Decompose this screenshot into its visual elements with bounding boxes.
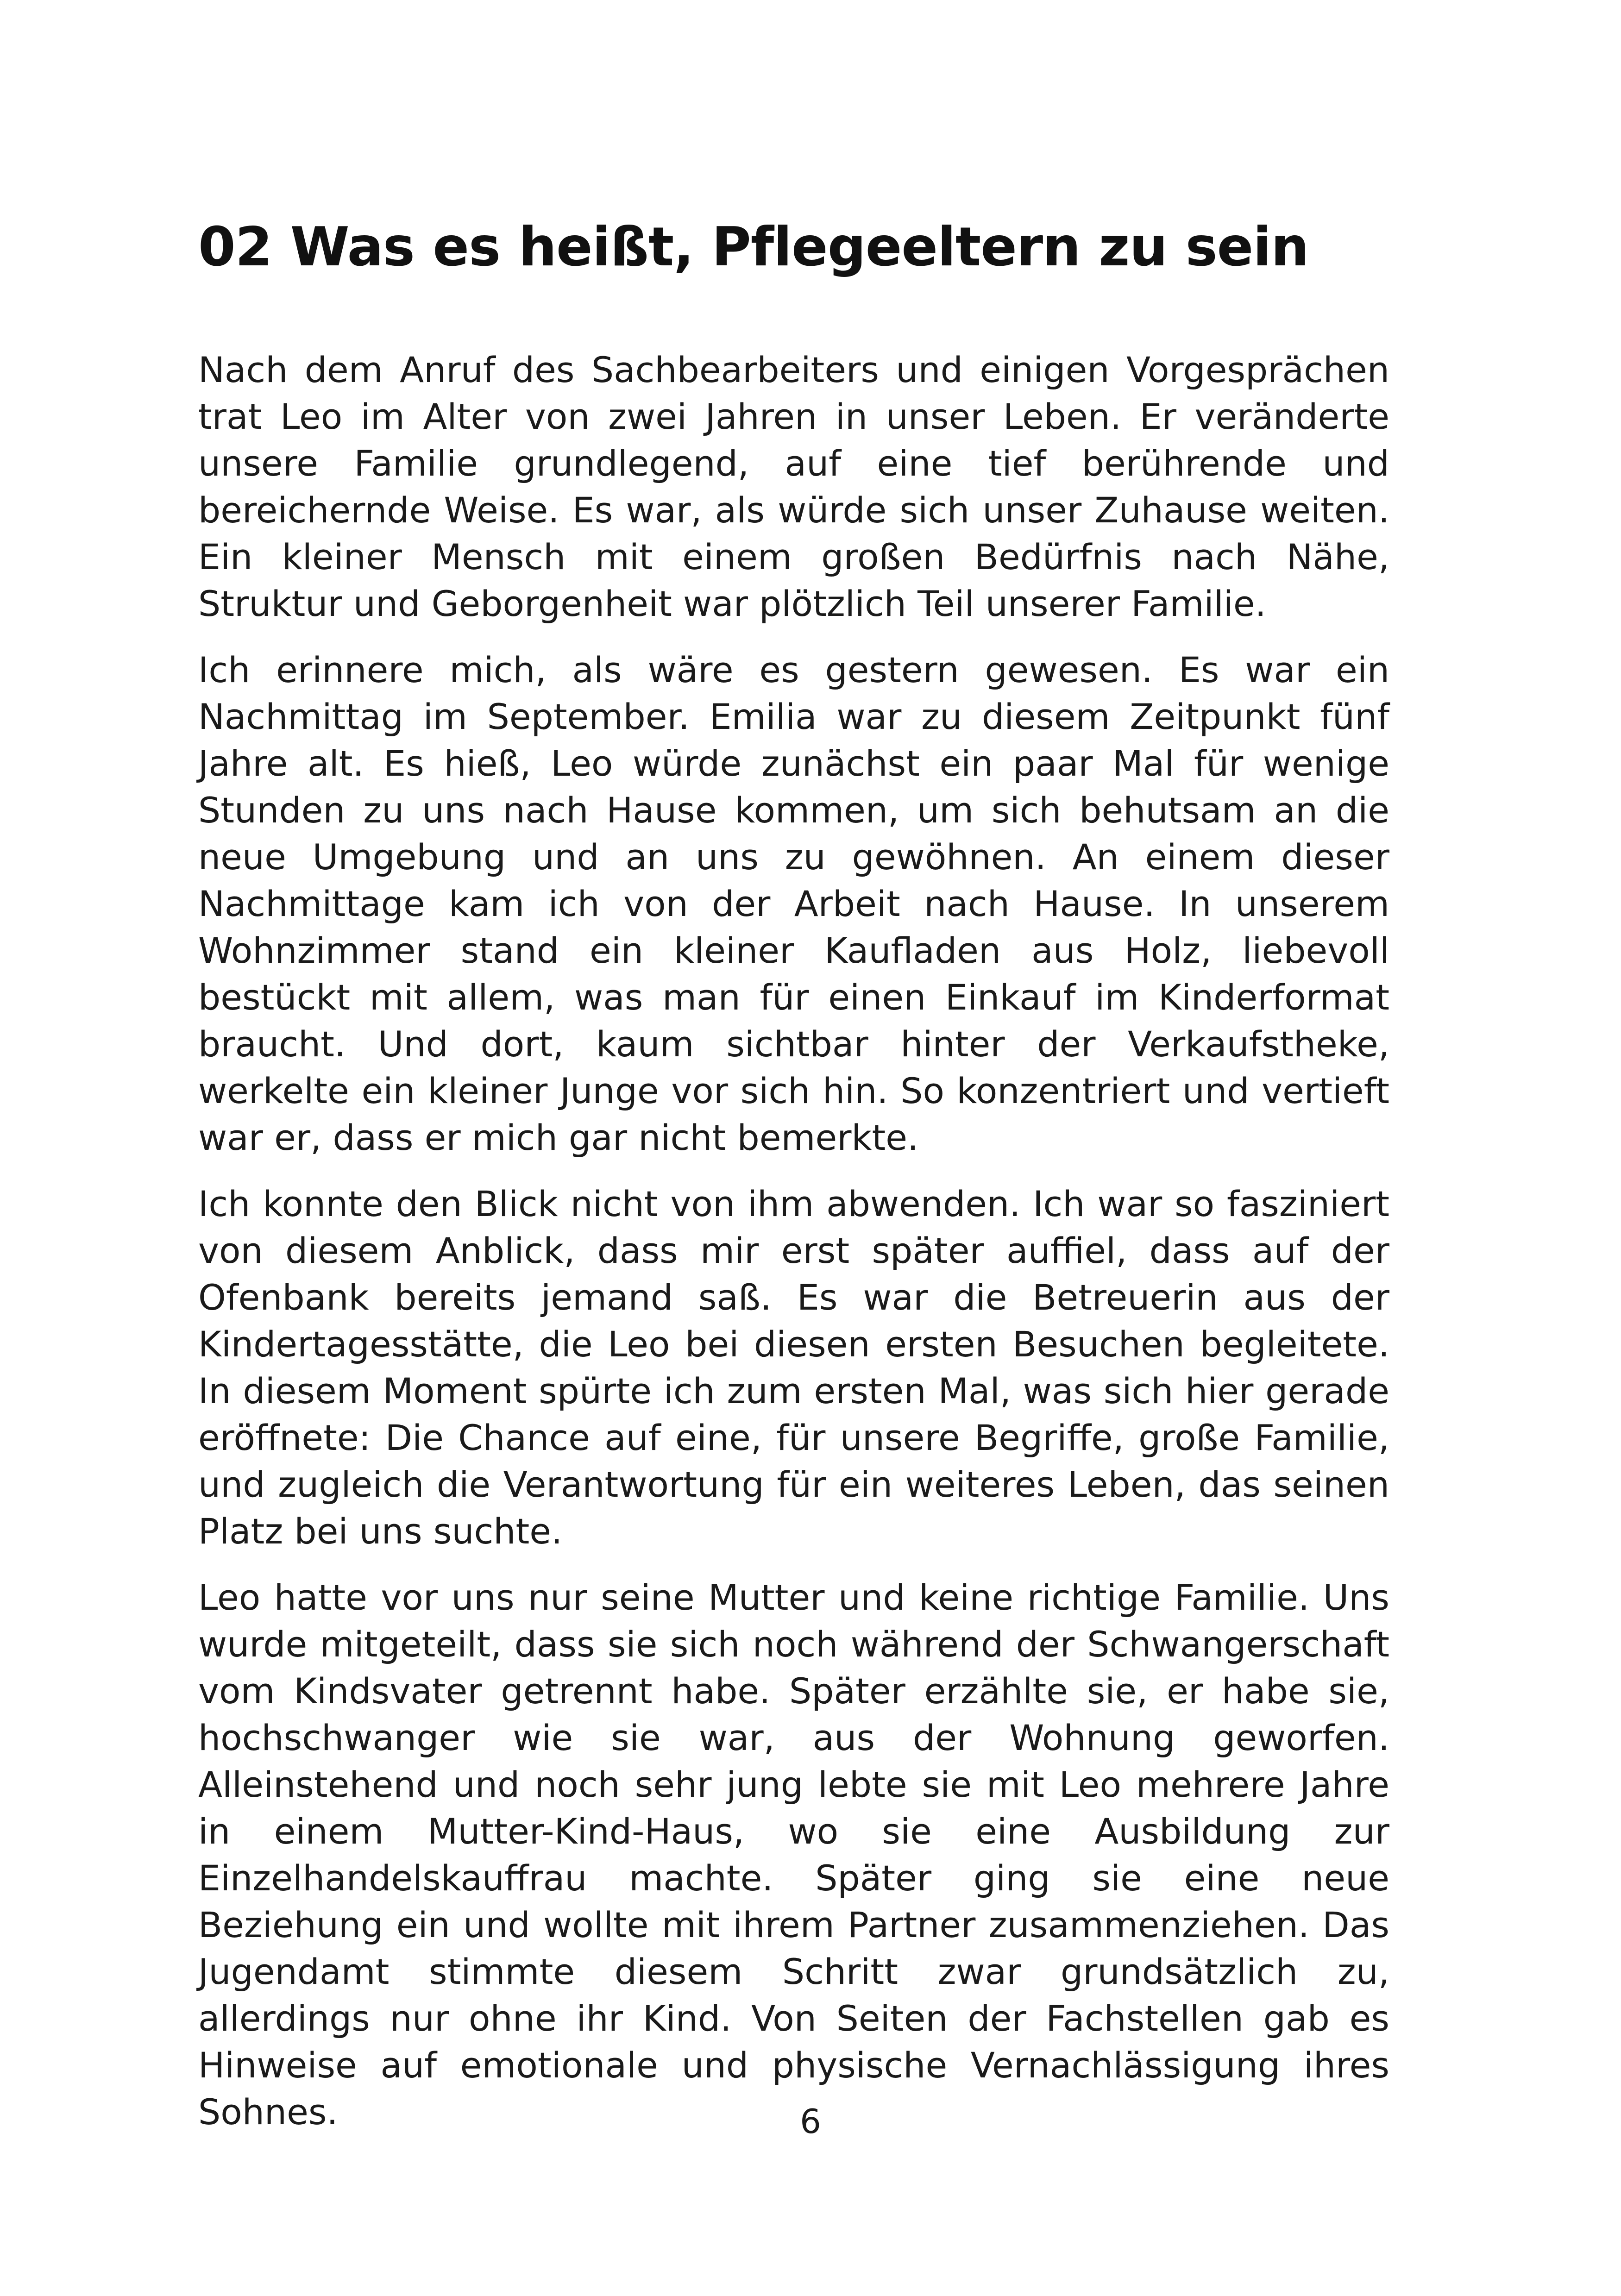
paragraph: Nach dem Anruf des Sachbearbeiters und einigen Vorgesprächen trat Leo im Alter von zwei Jahren in unser Leben. Er veränderte unsere Familie grundlegend, auf eine tief berührende und bereichernde Weise. Es war, als würde sich unser Zuhause weiten. Ein kleiner Mensch mit einem großen Bedürfnis nach Nähe, Struktur und Geborgenheit war plötzlich Teil unserer Familie. xyxy=(198,349,1389,624)
page-content xyxy=(198,218,1389,2155)
page-number: 6 xyxy=(800,2102,821,2141)
paragraph: Leo hatte vor uns nur seine Mutter und keine richtige Familie. Uns wurde mitgeteilt, dass sie sich noch während der Schwangerschaft vom Kindsvater getrennt habe. Später erzählte sie, er habe sie, hochschwanger wie sie war, aus der Wohnung geworfen. Alleinstehend und noch sehr jung lebte sie mit Leo mehrere Jahre in einem Mutter-Kind-Haus, wo sie eine Ausbildung zur Einzelhandelskauffrau machte. Später ging sie eine neue Beziehung ein und wollte mit ihrem Partner zusammenziehen. Das Jugendamt stimmte diesem Schritt zwar grundsätzlich zu, allerdings nur ohne ihr Kind. Von Seiten der Fachstellen gab es Hinweise auf emotionale und physische Vernachlässigung ihres Sohnes. xyxy=(198,1576,1389,2133)
paragraph: Ich konnte den Blick nicht von ihm abwenden. Ich war so fasziniert von diesem Anblick, dass mir erst später auffiel, dass auf der Ofenbank bereits jemand saß. Es war die Betreuerin aus der Kindertagesstätte, die Leo bei diesen ersten Besuchen begleitete. In diesem Moment spürte ich zum ersten Mal, was sich hier gerade eröffnete: Die Chance auf eine, für unsere Begriffe, große Familie, und zugleich die Verantwortung für ein weiteres Leben, das seinen Platz bei uns suchte. xyxy=(198,1183,1389,1552)
chapter-title: 02 Was es heißt, Pflegeeltern zu sein xyxy=(198,216,1309,278)
chapter-body xyxy=(198,346,1389,2135)
paragraph: Ich erinnere mich, als wäre es gestern gewesen. Es war ein Nachmittag im September. Emilia war zu diesem Zeitpunkt fünf Jahre alt. Es hieß, Leo würde zunächst ein paar Mal für wenige Stunden zu uns nach Hause kommen, um sich behutsam an die neue Umgebung und an uns zu gewöhnen. An einem dieser Nachmittage kam ich von der Arbeit nach Hause. In unserem Wohnzimmer stand ein kleiner Kaufladen aus Holz, liebevoll bestückt mit allem, was man für einen Einkauf im Kinderformat braucht. Und dort, kaum sichtbar hinter der Verkaufstheke, werkelte ein kleiner Junge vor sich hin. So konzentriert und vertieft war er, dass er mich gar nicht bemerkte. xyxy=(198,649,1389,1158)
